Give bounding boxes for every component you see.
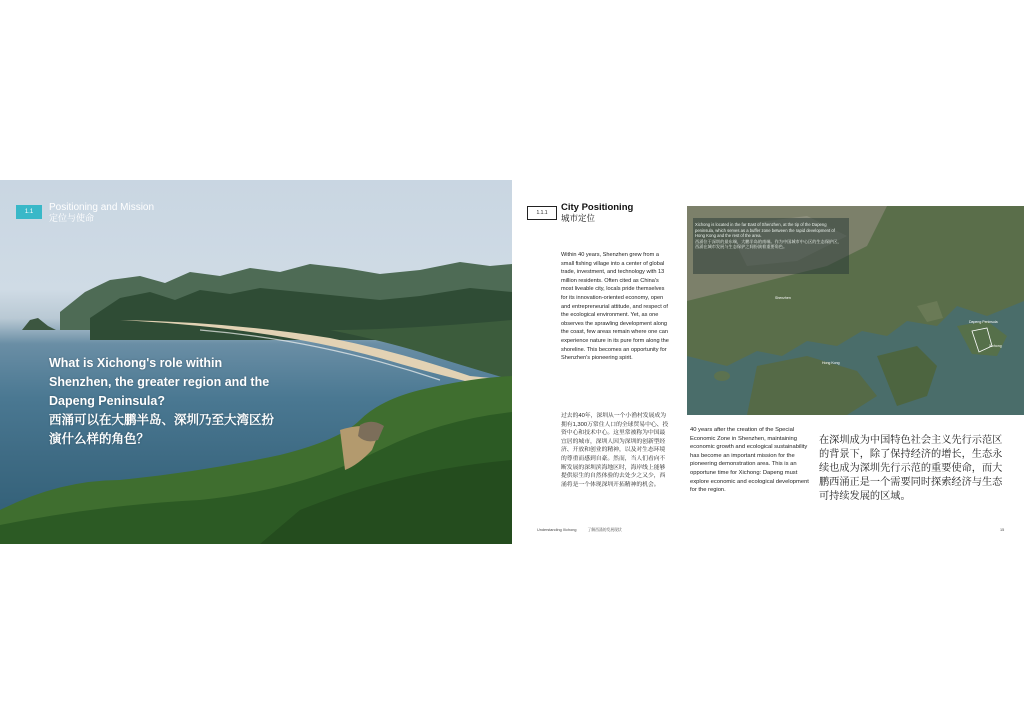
satellite-map [687, 206, 1024, 415]
subsection-title [561, 202, 633, 224]
mission-text-zh: 在深圳成为中国特色社会主义先行示范区的背景下，除了保持经济的增长，生态永续也成为深圳先行示范的重要使命，而大鹏西涌正是一个需要同时探索经济与生态可持续发展的区域。 [819, 435, 1003, 502]
map-label-dapeng: Dapeng Peninsula [969, 320, 998, 324]
map-caption-zh: 西涌位于深圳的最东端，大鹏半岛的南端。作为中国城市中心区的生态保护区，西涌在城市发展与生态保护之间扮演着重要角色。 [695, 238, 842, 250]
hero-question-zh: 西涌可以在大鹏半岛、深圳乃至大湾区扮演什么样的角色？ [49, 413, 275, 446]
body-text-en: Within 40 years, Shenzhen grew from a small fishing village into a center of global trade, investment, and technology with 13 million residents. Often cited as China's most liveable city, locals pride themselves for its innovation-oriented economy, open and entrepreneurial attitude, and respect of the ecological environment. Yet, as one observes the sprawling development along the coast, few areas remain where one can experience nature in its pure form along the shoreline. This becomes an opportunity for Shenzhen's pioneering spirit. [561, 252, 669, 362]
subsection-number-badge: 1.1.1 [527, 206, 557, 220]
map-label-shenzhen: Shenzhen [775, 296, 791, 300]
right-page [512, 180, 1024, 544]
subsection-title-zh: 城市定位 [561, 213, 596, 223]
mission-text-en: 40 years after the creation of the Special Economic Zone in Shenzhen, maintaining economic growth and ecological sustainability has become an important mission for the pioneering demonstration area. This is an opportune time for Xichong: Dapeng must explore economic and ecological development for the region. [690, 427, 809, 494]
section-title [49, 202, 154, 224]
section-number-badge: 1.1 [16, 205, 42, 219]
subsection-title-en: City Positioning [561, 202, 634, 213]
footer-en: Understanding Xichong [537, 528, 577, 532]
section-title-zh: 定位与使命 [49, 213, 95, 223]
page-footer [537, 528, 632, 533]
hero-question-en: What is Xichong's role within Shenzhen, the greater region and the Dapeng Peninsula? [49, 356, 270, 408]
map-caption [695, 222, 845, 250]
map-caption-en: Xichong is located in the far East of Shenzhen, at the tip of the Dapeng peninsula, which serves as a buffer zone between the rapid development of Hong Kong and the rest of the area. [695, 222, 835, 239]
map-label-xichong: Xichong [989, 344, 1002, 348]
hero-question [49, 354, 279, 449]
map-label-hong-kong: Hong Kong [822, 361, 840, 365]
left-page-photo [0, 180, 512, 544]
book-spread [0, 180, 1024, 544]
page-number: 15 [1000, 528, 1005, 532]
footer-zh: 了解西涌的发展现状 [587, 528, 622, 532]
body-text-zh: 过去的40年，深圳从一个小渔村发展成为拥有1,300万常住人口的全球贸易中心、投资中心和技术中心。这里常被称为中国最宜居的城市，深圳人因为深圳的创新型经济、开放和创业的精神，以及对生态环境的尊重而感到自豪。然而，当人们看向不断发展的深圳滨海地区时，海岸线上能够提供原生的自然体验的去处少之又少，西涌将是一个体现深圳开拓精神的机会。 [561, 413, 669, 488]
section-title-en: Positioning and Mission [49, 202, 155, 213]
